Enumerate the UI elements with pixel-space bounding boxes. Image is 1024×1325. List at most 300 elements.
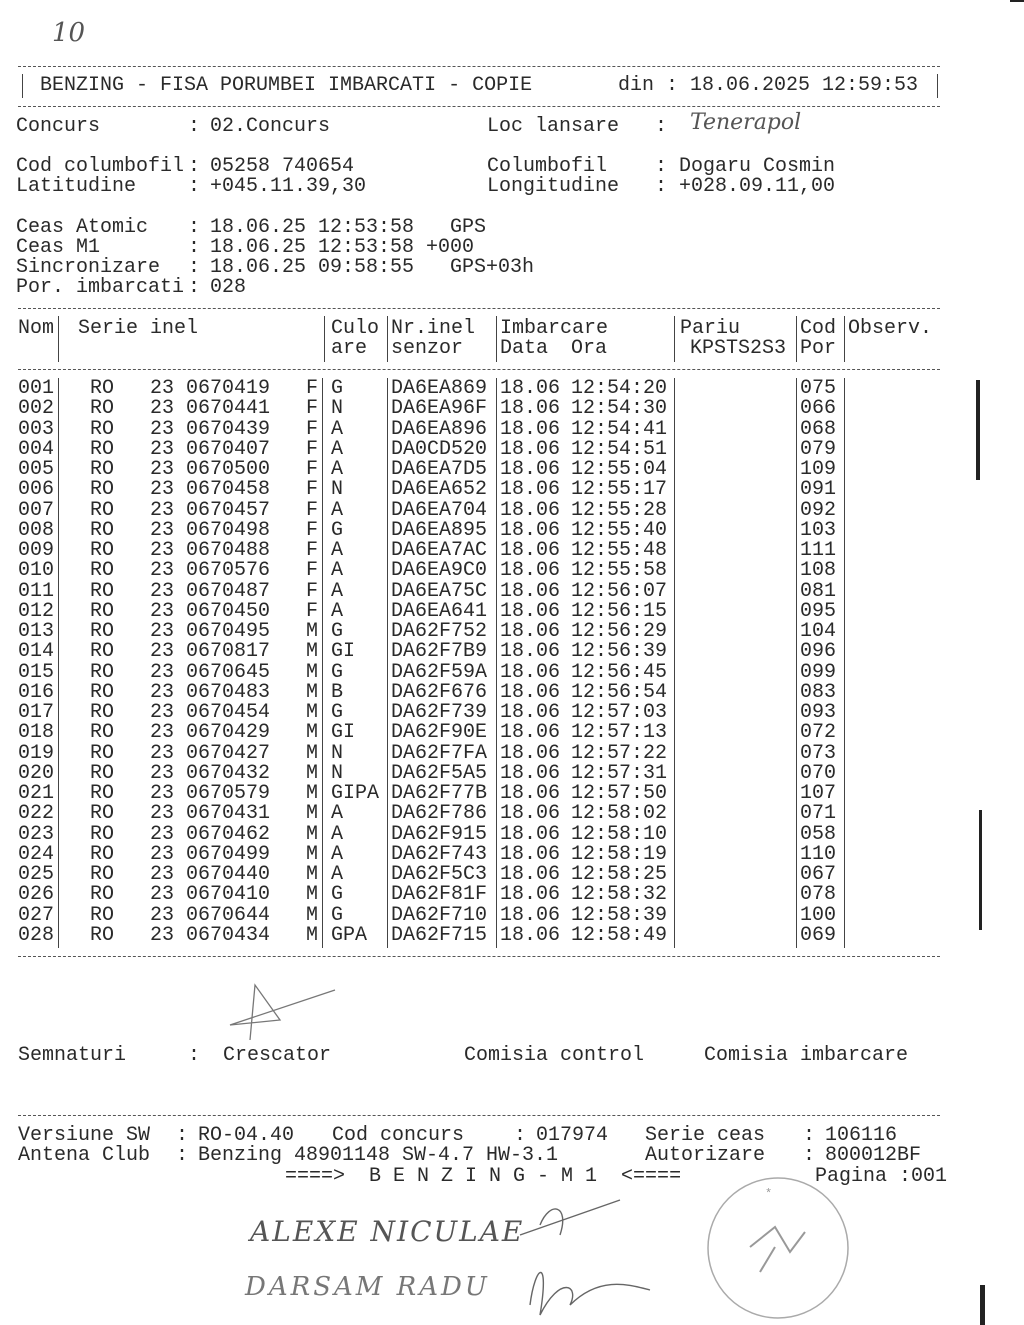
cell-data: 18.06 (500, 579, 561, 603)
cell-senzor: DA62F752 (391, 620, 488, 643)
por-imbarcati-label: Por. imbarcati (16, 276, 185, 299)
cell-cod-por: 072 (800, 721, 837, 745)
cell-senzor: DA62F915 (391, 822, 488, 846)
cell-an: 23 (150, 620, 175, 643)
cell-cod-por: 108 (800, 559, 837, 583)
colon: : (188, 1044, 201, 1067)
cell-an: 23 (150, 721, 175, 745)
cell-culoare: G (331, 377, 344, 400)
cell-culoare: GIPA (331, 782, 380, 805)
cell-senzor: DA62F90E (391, 721, 488, 745)
cell-senzor: DA6EA7D5 (391, 458, 488, 481)
colon: : (188, 236, 201, 259)
sincronizare-value: 18.06.25 09:58:55 GPS+03h (210, 256, 535, 279)
cell-culoare: G (331, 518, 344, 542)
cell-ora: 12:56:39 (571, 640, 668, 664)
header-nr-inel: Nr.inel (391, 317, 476, 340)
columbofil-value: Dogaru Cosmin (679, 155, 836, 178)
cell-an: 23 (150, 802, 175, 826)
cell-numar-inel: 0670432 (186, 761, 271, 785)
colon: : (188, 216, 201, 239)
cell-tara: RO (90, 458, 115, 481)
concurs-label: Concurs (16, 115, 101, 138)
cell-ora: 12:57:13 (571, 721, 668, 745)
column-separator (387, 378, 388, 948)
loc-lansare-handwritten: Tenerapol (690, 110, 802, 135)
cell-nom: 010 (18, 559, 55, 583)
cell-tara: RO (90, 518, 115, 542)
cell-culoare: GPA (331, 923, 368, 947)
footer-line (18, 1115, 940, 1116)
cell-numar-inel: 0670410 (186, 883, 271, 907)
cell-nom: 011 (18, 579, 55, 603)
cell-tara: RO (90, 660, 115, 684)
cell-data: 18.06 (500, 660, 561, 684)
cell-data: 18.06 (500, 417, 561, 441)
cell-nom: 001 (18, 377, 55, 400)
longitudine-value: +028.09.11,00 (679, 175, 836, 198)
cell-culoare: G (331, 620, 344, 643)
header-nom: Nom (18, 317, 55, 340)
cell-ora: 12:56:15 (571, 599, 668, 623)
cell-nom: 025 (18, 863, 55, 886)
cell-nom: 027 (18, 903, 55, 927)
cell-culoare: G (331, 903, 344, 927)
cell-an: 23 (150, 417, 175, 441)
cell-senzor: DA6EA7AC (391, 539, 488, 562)
cod-concurs-label: Cod concurs (332, 1124, 465, 1147)
cell-sex: F (306, 579, 319, 603)
cell-data: 18.06 (500, 802, 561, 826)
cell-ora: 12:57:22 (571, 741, 668, 765)
cell-senzor: DA62F786 (391, 802, 488, 826)
cell-data: 18.06 (500, 782, 561, 805)
header-senzor: senzor (391, 337, 464, 360)
cell-data: 18.06 (500, 559, 561, 583)
cell-tara: RO (90, 701, 115, 724)
colon: : (176, 1144, 189, 1167)
cell-ora: 12:58:39 (571, 903, 668, 927)
cell-sex: F (306, 417, 319, 441)
cell-data: 18.06 (500, 822, 561, 846)
table-header-line (18, 369, 940, 370)
cell-tara: RO (90, 599, 115, 623)
cod-columbofil-value: 05258 740654 (210, 155, 355, 178)
cell-cod-por: 092 (800, 498, 837, 522)
header-serie-inel: Serie inel (78, 317, 199, 340)
cell-numar-inel: 0670462 (186, 822, 271, 846)
cell-culoare: G (331, 660, 344, 684)
cell-culoare: N (331, 397, 344, 421)
cell-senzor: DA62F5A5 (391, 761, 488, 785)
cell-an: 23 (150, 842, 175, 866)
colon: : (188, 115, 201, 138)
cell-data: 18.06 (500, 539, 561, 562)
cell-numar-inel: 0670488 (186, 539, 271, 562)
antena-label: Antena Club (18, 1144, 151, 1167)
column-separator (844, 378, 845, 948)
cell-culoare: A (331, 417, 344, 441)
cell-numar-inel: 0670579 (186, 782, 271, 805)
cell-an: 23 (150, 437, 175, 461)
header-observ: Observ. (848, 317, 933, 340)
cell-sex: M (306, 822, 319, 846)
cell-senzor: DA6EA96F (391, 397, 488, 421)
cell-cod-por: 075 (800, 377, 837, 400)
cell-cod-por: 071 (800, 802, 837, 826)
cell-data: 18.06 (500, 923, 561, 947)
scan-artifact (979, 810, 982, 930)
cell-senzor: DA62F743 (391, 842, 488, 866)
cell-an: 23 (150, 458, 175, 481)
cell-sex: F (306, 397, 319, 421)
cell-an: 23 (150, 397, 175, 421)
cell-data: 18.06 (500, 721, 561, 745)
colon: : (188, 175, 201, 198)
cell-culoare: A (331, 802, 344, 826)
header-data: Data (500, 337, 549, 360)
antena-value: Benzing 48901148 SW-4.7 HW-3.1 (198, 1144, 559, 1167)
column-separator (324, 316, 325, 362)
header-ora: Ora (571, 337, 608, 360)
cell-nom: 017 (18, 701, 55, 724)
signature-crescator (220, 980, 350, 1050)
cell-numar-inel: 0670495 (186, 620, 271, 643)
cell-senzor: DA6EA75C (391, 579, 488, 603)
column-separator (844, 316, 845, 362)
cell-senzor: DA62F676 (391, 680, 488, 704)
semnaturi-label: Semnaturi (18, 1044, 127, 1067)
cell-numar-inel: 0670487 (186, 579, 271, 603)
cell-ora: 12:55:28 (571, 498, 668, 522)
cell-cod-por: 069 (800, 923, 837, 947)
cell-tara: RO (90, 741, 115, 765)
cell-sex: M (306, 680, 319, 704)
cell-senzor: DA62F59A (391, 660, 488, 684)
cell-ora: 12:56:54 (571, 680, 668, 704)
ceas-atomic-value: 18.06.25 12:53:58 GPS (210, 216, 487, 239)
cell-tara: RO (90, 498, 115, 522)
cell-nom: 021 (18, 782, 55, 805)
cell-senzor: DA6EA9C0 (391, 559, 488, 583)
cell-data: 18.06 (500, 903, 561, 927)
cell-an: 23 (150, 923, 175, 947)
cell-an: 23 (150, 599, 175, 623)
cell-an: 23 (150, 680, 175, 704)
colon: : (655, 115, 668, 138)
cell-sex: M (306, 782, 319, 805)
cell-ora: 12:58:32 (571, 883, 668, 907)
cell-senzor: DA62F81F (391, 883, 488, 907)
cell-numar-inel: 0670454 (186, 701, 271, 724)
cell-an: 23 (150, 640, 175, 664)
header-pariu: Pariu (680, 317, 741, 340)
cell-numar-inel: 0670440 (186, 863, 271, 886)
cell-sex: M (306, 842, 319, 866)
cell-tara: RO (90, 539, 115, 562)
cell-data: 18.06 (500, 498, 561, 522)
cell-cod-por: 104 (800, 620, 837, 643)
table-bottom-line (18, 956, 940, 957)
cell-cod-por: 107 (800, 782, 837, 805)
cell-sex: F (306, 559, 319, 583)
cell-data: 18.06 (500, 680, 561, 704)
cell-sex: F (306, 539, 319, 562)
cell-senzor: DA6EA652 (391, 478, 488, 502)
cell-an: 23 (150, 903, 175, 927)
cell-cod-por: 058 (800, 822, 837, 846)
cell-cod-por: 066 (800, 397, 837, 421)
cell-culoare: A (331, 599, 344, 623)
columbofil-label: Columbofil (487, 155, 608, 178)
cell-data: 18.06 (500, 478, 561, 502)
scan-artifact (976, 380, 980, 480)
colon: : (803, 1144, 816, 1167)
cell-sex: M (306, 903, 319, 927)
handwritten-name-2: DARSAM RADU (245, 1272, 490, 1302)
comisia-control-label: Comisia control (464, 1044, 645, 1067)
cell-tara: RO (90, 903, 115, 927)
colon: : (176, 1124, 189, 1147)
cell-tara: RO (90, 417, 115, 441)
handwritten-name-1: ALEXE NICULAE (250, 1215, 525, 1248)
cell-senzor: DA62F7B9 (391, 640, 488, 664)
cell-data: 18.06 (500, 741, 561, 765)
benzing-banner: ====> B E N Z I N G - M 1 <==== (285, 1165, 682, 1188)
cell-cod-por: 093 (800, 701, 837, 724)
cell-sex: M (306, 883, 319, 907)
cell-culoare: GI (331, 640, 356, 664)
colon: : (655, 155, 668, 178)
cell-ora: 12:55:04 (571, 458, 668, 481)
cell-cod-por: 111 (800, 539, 837, 562)
cell-nom: 013 (18, 620, 55, 643)
cell-ora: 12:54:41 (571, 417, 668, 441)
table-top-line (18, 308, 940, 309)
cell-sex: F (306, 518, 319, 542)
page-number: Pagina :001 (815, 1165, 948, 1188)
cell-numar-inel: 0670483 (186, 680, 271, 704)
cell-ora: 12:55:40 (571, 518, 668, 542)
column-separator (796, 316, 797, 362)
colon: : (803, 1124, 816, 1147)
cell-nom: 016 (18, 680, 55, 704)
cell-cod-por: 068 (800, 417, 837, 441)
cell-an: 23 (150, 741, 175, 765)
colon: : (188, 155, 201, 178)
cell-cod-por: 110 (800, 842, 837, 866)
cell-sex: M (306, 660, 319, 684)
cell-ora: 12:55:48 (571, 539, 668, 562)
cod-concurs-value: 017974 (536, 1124, 609, 1147)
cell-an: 23 (150, 478, 175, 502)
cell-tara: RO (90, 761, 115, 785)
cell-cod-por: 096 (800, 640, 837, 664)
cell-tara: RO (90, 437, 115, 461)
autorizare-value: 800012BF (825, 1144, 922, 1167)
cell-cod-por: 079 (800, 437, 837, 461)
cell-sex: M (306, 721, 319, 745)
cell-culoare: GI (331, 721, 356, 745)
cell-senzor: DA6EA704 (391, 498, 488, 522)
colon: : (655, 175, 668, 198)
cell-tara: RO (90, 863, 115, 886)
cell-data: 18.06 (500, 458, 561, 481)
cell-nom: 006 (18, 478, 55, 502)
cell-an: 23 (150, 377, 175, 400)
cell-data: 18.06 (500, 883, 561, 907)
cell-numar-inel: 0670498 (186, 518, 271, 542)
frame-right-bar (937, 74, 938, 98)
cell-ora: 12:54:30 (571, 397, 668, 421)
cell-sex: M (306, 701, 319, 724)
cell-numar-inel: 0670434 (186, 923, 271, 947)
cell-culoare: B (331, 680, 344, 704)
cell-senzor: DA62F7FA (391, 741, 488, 765)
cell-an: 23 (150, 761, 175, 785)
cell-data: 18.06 (500, 863, 561, 886)
cell-tara: RO (90, 680, 115, 704)
por-imbarcati-value: 028 (210, 276, 247, 299)
cell-nom: 026 (18, 883, 55, 907)
cell-data: 18.06 (500, 640, 561, 664)
cell-nom: 022 (18, 802, 55, 826)
cell-nom: 007 (18, 498, 55, 522)
column-separator (796, 378, 797, 948)
latitudine-value: +045.11.39,30 (210, 175, 367, 198)
crescator-label: Crescator (223, 1044, 332, 1067)
cell-numar-inel: 0670429 (186, 721, 271, 745)
column-separator (58, 378, 59, 948)
cell-ora: 12:56:29 (571, 620, 668, 643)
header-kpsts: KPSTS2S3 (690, 337, 787, 360)
cell-nom: 023 (18, 822, 55, 846)
cell-nom: 020 (18, 761, 55, 785)
cell-sex: M (306, 620, 319, 643)
cell-numar-inel: 0670499 (186, 842, 271, 866)
cell-culoare: A (331, 437, 344, 461)
cell-senzor: DA6EA896 (391, 417, 488, 441)
scan-artifact (980, 1285, 985, 1325)
cell-tara: RO (90, 802, 115, 826)
cell-data: 18.06 (500, 599, 561, 623)
cell-an: 23 (150, 822, 175, 846)
cell-sex: M (306, 741, 319, 765)
autorizare-label: Autorizare (645, 1144, 766, 1167)
cell-cod-por: 081 (800, 579, 837, 603)
serie-ceas-value: 106116 (825, 1124, 898, 1147)
cell-nom: 008 (18, 518, 55, 542)
cell-cod-por: 083 (800, 680, 837, 704)
cell-tara: RO (90, 377, 115, 400)
frame-top-line (18, 66, 940, 67)
colon: : (188, 276, 201, 299)
header-imbarcare: Imbarcare (500, 317, 609, 340)
cell-numar-inel: 0670431 (186, 802, 271, 826)
cell-numar-inel: 0670419 (186, 377, 271, 400)
ceas-m1-value: 18.06.25 12:53:58 +000 (210, 236, 475, 259)
header-culoare: Culo (331, 317, 380, 340)
cell-ora: 12:58:49 (571, 923, 668, 947)
cell-numar-inel: 0670441 (186, 397, 271, 421)
cell-an: 23 (150, 883, 175, 907)
cell-ora: 12:57:50 (571, 782, 668, 805)
cell-ora: 12:55:17 (571, 478, 668, 502)
cell-sex: F (306, 498, 319, 522)
cell-cod-por: 070 (800, 761, 837, 785)
cell-culoare: G (331, 883, 344, 907)
handwritten-page-mark: 10 (52, 18, 86, 48)
cell-numar-inel: 0670458 (186, 478, 271, 502)
cell-nom: 005 (18, 458, 55, 481)
cell-numar-inel: 0670644 (186, 903, 271, 927)
loc-lansare-label: Loc lansare (487, 115, 620, 138)
cell-culoare: A (331, 559, 344, 583)
cell-nom: 015 (18, 660, 55, 684)
cell-nom: 012 (18, 599, 55, 623)
latitudine-label: Latitudine (16, 175, 137, 198)
cell-sex: M (306, 863, 319, 886)
cell-culoare: N (331, 741, 344, 765)
cell-nom: 024 (18, 842, 55, 866)
document-title: BENZING - FISA PORUMBEI IMBARCATI - COPIE (40, 74, 533, 97)
cell-tara: RO (90, 397, 115, 421)
cell-ora: 12:56:07 (571, 579, 668, 603)
cell-tara: RO (90, 620, 115, 643)
cell-cod-por: 099 (800, 660, 837, 684)
cell-ora: 12:58:25 (571, 863, 668, 886)
cell-senzor: DA0CD520 (391, 437, 488, 461)
svg-text:*: * (765, 1187, 773, 1201)
cell-sex: F (306, 599, 319, 623)
cell-cod-por: 095 (800, 599, 837, 623)
cell-numar-inel: 0670407 (186, 437, 271, 461)
cell-an: 23 (150, 782, 175, 805)
cell-culoare: N (331, 761, 344, 785)
scan-artifact (1010, 0, 1024, 2)
cell-tara: RO (90, 579, 115, 603)
column-separator (496, 316, 497, 362)
cell-data: 18.06 (500, 518, 561, 542)
cell-culoare: N (331, 478, 344, 502)
colon: : (188, 256, 201, 279)
cell-an: 23 (150, 498, 175, 522)
header-cod: Cod (800, 317, 837, 340)
cell-ora: 12:58:19 (571, 842, 668, 866)
colon: : (514, 1124, 527, 1147)
cell-tara: RO (90, 640, 115, 664)
cell-culoare: G (331, 701, 344, 724)
handwritten-signatures (510, 1195, 660, 1325)
cell-sex: F (306, 437, 319, 461)
cell-nom: 018 (18, 721, 55, 745)
cell-ora: 12:54:51 (571, 437, 668, 461)
cell-numar-inel: 0670645 (186, 660, 271, 684)
cell-an: 23 (150, 863, 175, 886)
cell-sex: F (306, 377, 319, 400)
cell-numar-inel: 0670439 (186, 417, 271, 441)
cell-sex: M (306, 640, 319, 664)
cell-cod-por: 078 (800, 883, 837, 907)
cell-an: 23 (150, 518, 175, 542)
comisia-imbarcare-label: Comisia imbarcare (704, 1044, 909, 1067)
cell-cod-por: 109 (800, 458, 837, 481)
cell-tara: RO (90, 782, 115, 805)
cell-culoare: A (331, 539, 344, 562)
cod-columbofil-label: Cod columbofil (16, 155, 185, 178)
cell-sex: F (306, 458, 319, 481)
column-separator (387, 316, 388, 362)
